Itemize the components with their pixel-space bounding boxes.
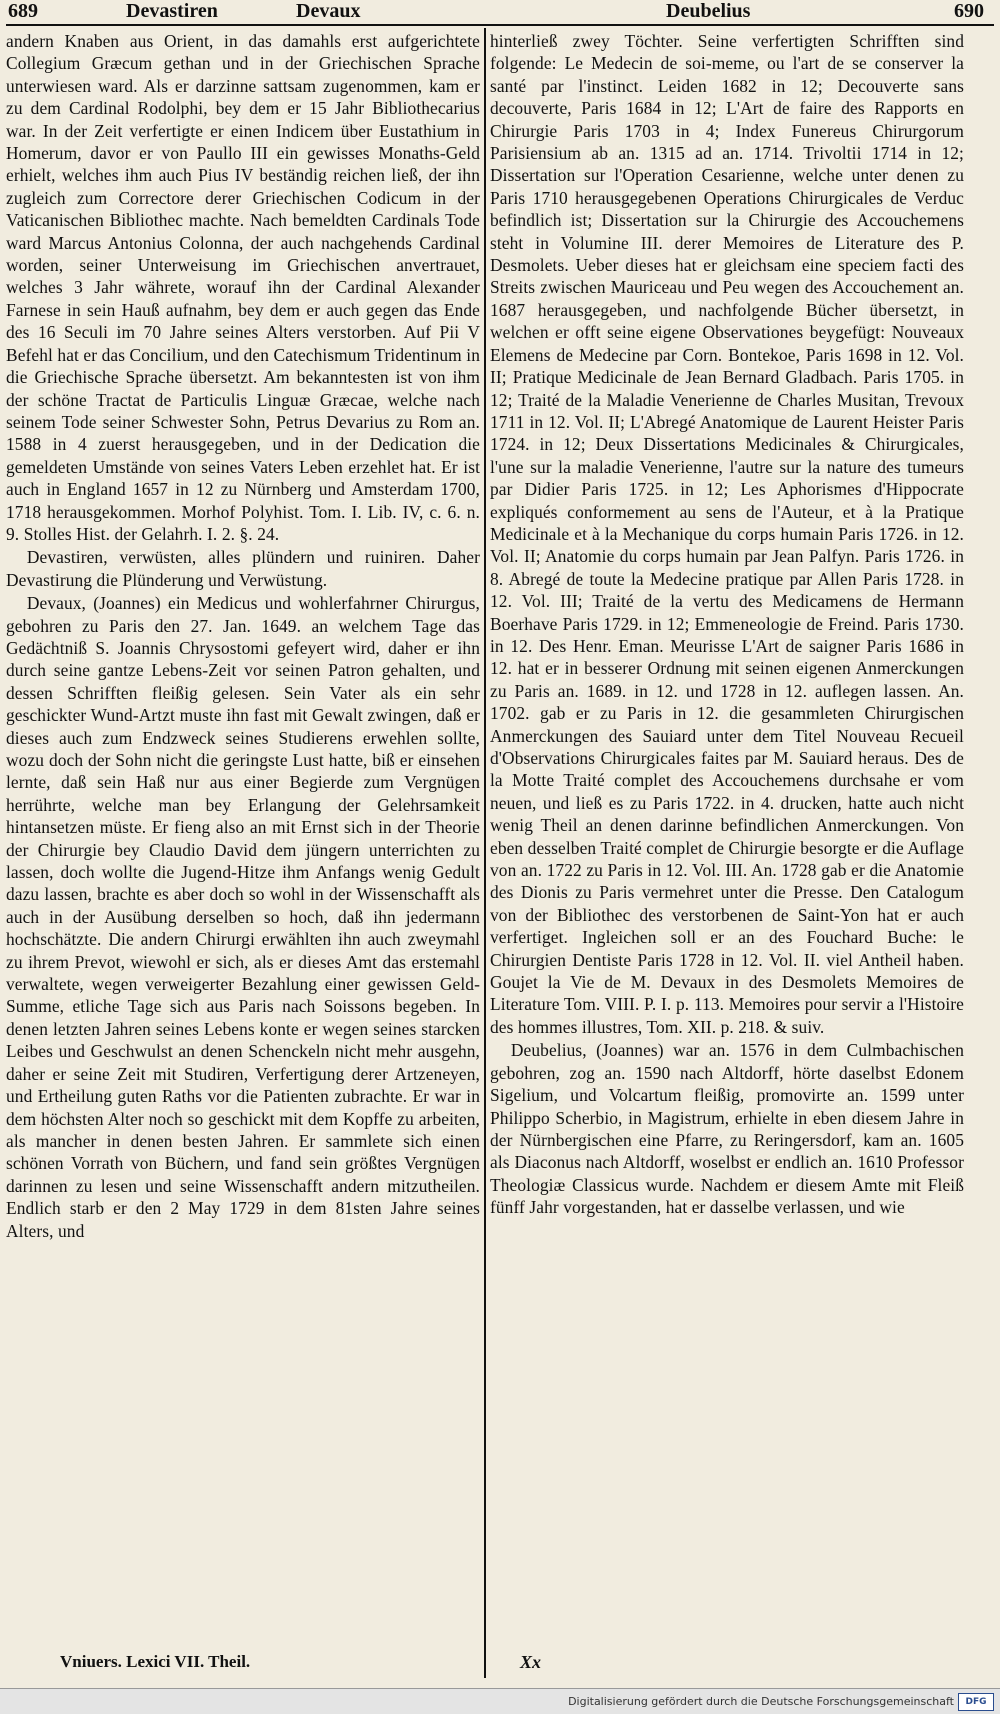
right-running-keyword: Deubelius [666,0,751,22]
dfg-logo-icon[interactable]: DFG [958,1693,994,1711]
entry-continuation-devarius: andern Knaben aus Orient, in das damahls erst aufgerichtete Collegium Græcum gethan und in der Griechischen Sprache unterwiesen ward. Als er darzinne sattsam zugenommen, kam er zu dem Cardinal Rodolphi, bey dem er 15 Jahr Bibliothecarius war. In der Zeit verfertigte er einen Indicem über Eustathium in Homerum, davor er von Paullo III ein gewisses Monaths-Geld erhielt, welches ihm auch Pius IV beständig reichen ließ, der ihn zugleich zum Correctore derer Griechischen Codicum in der Vaticanischen Bibliothec machte. Nach bemeldten Cardinals Tode ward Marcus Antonius Colonna, der auch nachgehends Cardinal worden, seiner Unterweisung im Griechischen anvertrauet, welches 3 Jahr währete, worauf ihn der Cardinal Alexander Farnese in sein Hauß aufnahm, bey dem er auch gegen das Ende des 16 Seculi im 70 Jahre seines Alters verstorben. Auf Pii V Befehl hat er das Concilium, und den Catechismum Tridentinum in die Griechische Sprache übersetzt. Am bekanntesten ist von ihm der schöne Tractat de Particulis Linguæ Græcae, welche nach seinem Tode seiner Schwester Sohn, Petrus Devarius zu Rom an. 1588 in 4 zuerst herausgegeben, und in der Dedication die gemeldeten Umstände von seines Vaters Leben erzehlet hat. Er ist auch in England 1657 in 12 zu Nürnberg und Amsterdam 1700, 1718 herausgekommen. Morhof Polyhist. Tom. I. Lib. IV, c. 6. n. 9. Stolles Hist. der Gelahrh. I. 2. §. 24. [6,31,480,544]
footer-credit-text: Digitalisierung gefördert durch die Deutsche Forschungsgemeinschaft [568,1695,954,1708]
entry-deubelius: Deubelius, (Joannes) war an. 1576 in dem Culmbachischen gebohren, zog an. 1590 nach Altdorff, hörte daselbst Edonem Sigelium, und Volcartum fleißig, promovirte an. 1599 unter Philippo Scherbio, in Magistrum, erhielte in eben diesem Jahre in der Nürnbergischen eine Pfarre, zu Reringersdorf, kam an. 1605 als Diaconus nach Altdorff, woselbst er endlich an. 1610 Professor Theologiæ Classicus wurde. Nachdem er diesem Amte mit Fleiß fünff Jahr vorgestanden, hat er dasselbe verlassen, und wie [490,1040,964,1218]
volume-mark: Vniuers. Lexici VII. Theil. [60,1652,251,1671]
signature-mark: Xx [520,1652,542,1672]
left-page-number: 689 [8,0,38,22]
entry-devastiren: Devastiren, verwüsten, alles plündern und ruiniren. Daher Devastirung die Plünderung und Verwüstung. [6,547,480,590]
digitization-footer [0,1688,1000,1714]
right-text-column [490,30,964,1675]
left-running-keyword-2: Devaux [296,0,361,22]
left-running-keyword-1: Devastiren [126,0,218,22]
entry-devaux: Devaux, (Joannes) ein Medicus und wohlerfahrner Chirurgus, gebohren zu Paris den 27. Jan. 1649. an welchem Tage das Gedächtniß S. Joannis Chrysostomi gefeyert wird, daher er ihn durch seine gantze Lebens-Zeit vor seinen Patron gehalten, und dessen Schrifften fleißig gelesen. Sein Vater als ein sehr geschickter Wund-Artzt muste ihn fast mit Gewalt zwingen, daß er dieses auch zum Endzweck seines Studierens erwehlen sollte, wozu doch der Sohn nicht die geringste Lust hatte, biß er einsehen lernte, daß sein Haß nur aus einer Begierde zum Vergnügen herrührte, welche man bey Erlangung der Gelehrsamkeit hintansetzen müste. Er fieng also an mit Ernst sich in der Theorie der Chirurgie bey Claudio David dem jüngern unterrichten zu lassen, doch wollte die Jugend-Hitze ihm Anfangs wenig Gedult dazu lassen, brachte es aber doch so wohl in der Wissenschafft als auch in der Ausübung derselben so hoch, daß ihn jedermann hochschätzte. Die andern Chirurgi erwählten ihn auch zweymahl zu ihrem Prevot, wiewohl er sich, als er dieses Amt das erstemahl verwaltete, wegen verweigerter Bezahlung einer gewissen Geld-Summe, etliche Tage sich aus Paris nach Soissons begeben. In denen letzten Jahren seines Lebens konte er wegen seines starcken Leibes und Geschwulst an denen Schenckeln nicht mehr ausgehn, daher er seine Zeit mit Studiren, Verfertigung derer Artzeneyen, und Ertheilung guten Raths vor die Patienten zubrachte. Er war in dem höchsten Alter noch so geschickt mit dem Kopffe zu arbeiten, als mancher in denen besten Jahren. Er sammlete sich einen schönen Vorrath von Büchern, und fand sein größtes Vergnügen darinnen zu lesen und seine Wissenschafft andern mitzutheilen. Endlich starb er den 2 May 1729 in dem 81sten Jahre seines Alters, und [6,593,480,1241]
entry-continuation-devaux: hinterließ zwey Töchter. Seine verfertigten Schrifften sind folgende: Le Medecin de soi-meme, ou l'art de se conserver la santé par l'instinct. Leiden 1682 in 12; Decouverte sans decouverte, Paris 1684 in 12; L'Art de faire des Rapports en Chirurgie Paris 1703 in 4; Index Funereus Chirurgorum Parisiensium ab an. 1315 ad an. 1714. Trivoltii 1714 in 12; Dissertation sur l'Operation Cesarienne, welche unter denen zu Paris 1710 herausgegebenen Operations Chirurgicales de Verduc befindlich ist; Dissertation sur la Chirurgie des Accouchemens steht in Volumine III. derer Memoires de Literature des P. Desmolets. Ueber dieses hat er gleichsam eine speciem facti des Streits zwischen Mauriceau und Peu wegen des Accouchement an. 1687 herausgegeben, und nachfolgende Bücher übersetzt, in welchen er offt seine eigene Observationes beygefügt: Nouveaux Elemens de Medecine par Corn. Bontekoe, Paris 1698 in 12. Vol. II; Pratique Medicinale de Jean Bernard Gladbach. Paris 1705. in 12; Traité de la Maladie Venerienne de Charles Musitan, Trevoux 1711 in 12. Vol. II; L'Abregé Anatomique de Laurent Heister Paris 1724. in 12; Deux Dissertations Medicinales & Chirurgicales, l'une sur la maladie Venerienne, l'autre sur la nature des tumeurs par Didier Paris 1725. in 12; Les Aphorismes d'Hippocrate expliqués conformement au sens de l'Auteur, et à la Pratique Medicinale et à la Mechanique du corps humain Paris 1726. in 12. Vol. II; Anatomie du corps humain par Jean Palfyn. Paris 1726. in 8. Abregé de toute la Medecine pratique par Allen Paris 1728. in 12. Vol. III; Traité de la vertu des Medicamens de Hermann Boerhave Paris 1729. in 12; Emmeneologie de Freind. Paris 1730. in 12. Des Henr. Eman. Meurisse L'Art de saigner Paris 1686 in 12. hat er in besserer Ordnung mit seinen eigenen Anmerckungen zu Paris an. 1689. in 12. und 1728 in 12. auflegen lassen. An. 1702. gab er zu Paris in 12. die gesammleten Chirurgischen Anmerckungen des Sauiard unter dem Titel Nouveau Recueil d'Observations Chirurgicales faites par M. Sauiard heraus. Des de la Motte Traité complet des Accouchemens durchsahe er vom neuen, und ließ es zu Paris 1722. in 4. drucken, hatte auch nicht wenig Theil an denen darinne befindlichen Anmerckungen. Von eben desselben Traité complet de Chirurgie besorgte er die Auflage von an. 1722 zu Paris in 12. Vol. III. An. 1728 gab er die Anatomie des Dionis zu Paris vermehret unter die Presse. Den Catalogum von der Bibliothec des verstorbenen de Saint-Yon hat er auch verfertiget. Ingleichen soll er an des Fouchard Buche: le Chirurgien Dentiste Paris 1728 in 12. Vol. II. viel Antheil haben. Goujet la Vie de M. Devaux in des Desmolets Memoires de Literature Tom. VIII. P. I. p. 113. Memoires pour servir a l'Histoire des hommes illustres, Tom. XII. p. 218. & suiv. [490,31,964,1037]
right-page-number: 690 [954,0,984,22]
column-divider [484,28,486,1678]
left-text-column [6,30,480,1675]
page-header [6,0,994,26]
